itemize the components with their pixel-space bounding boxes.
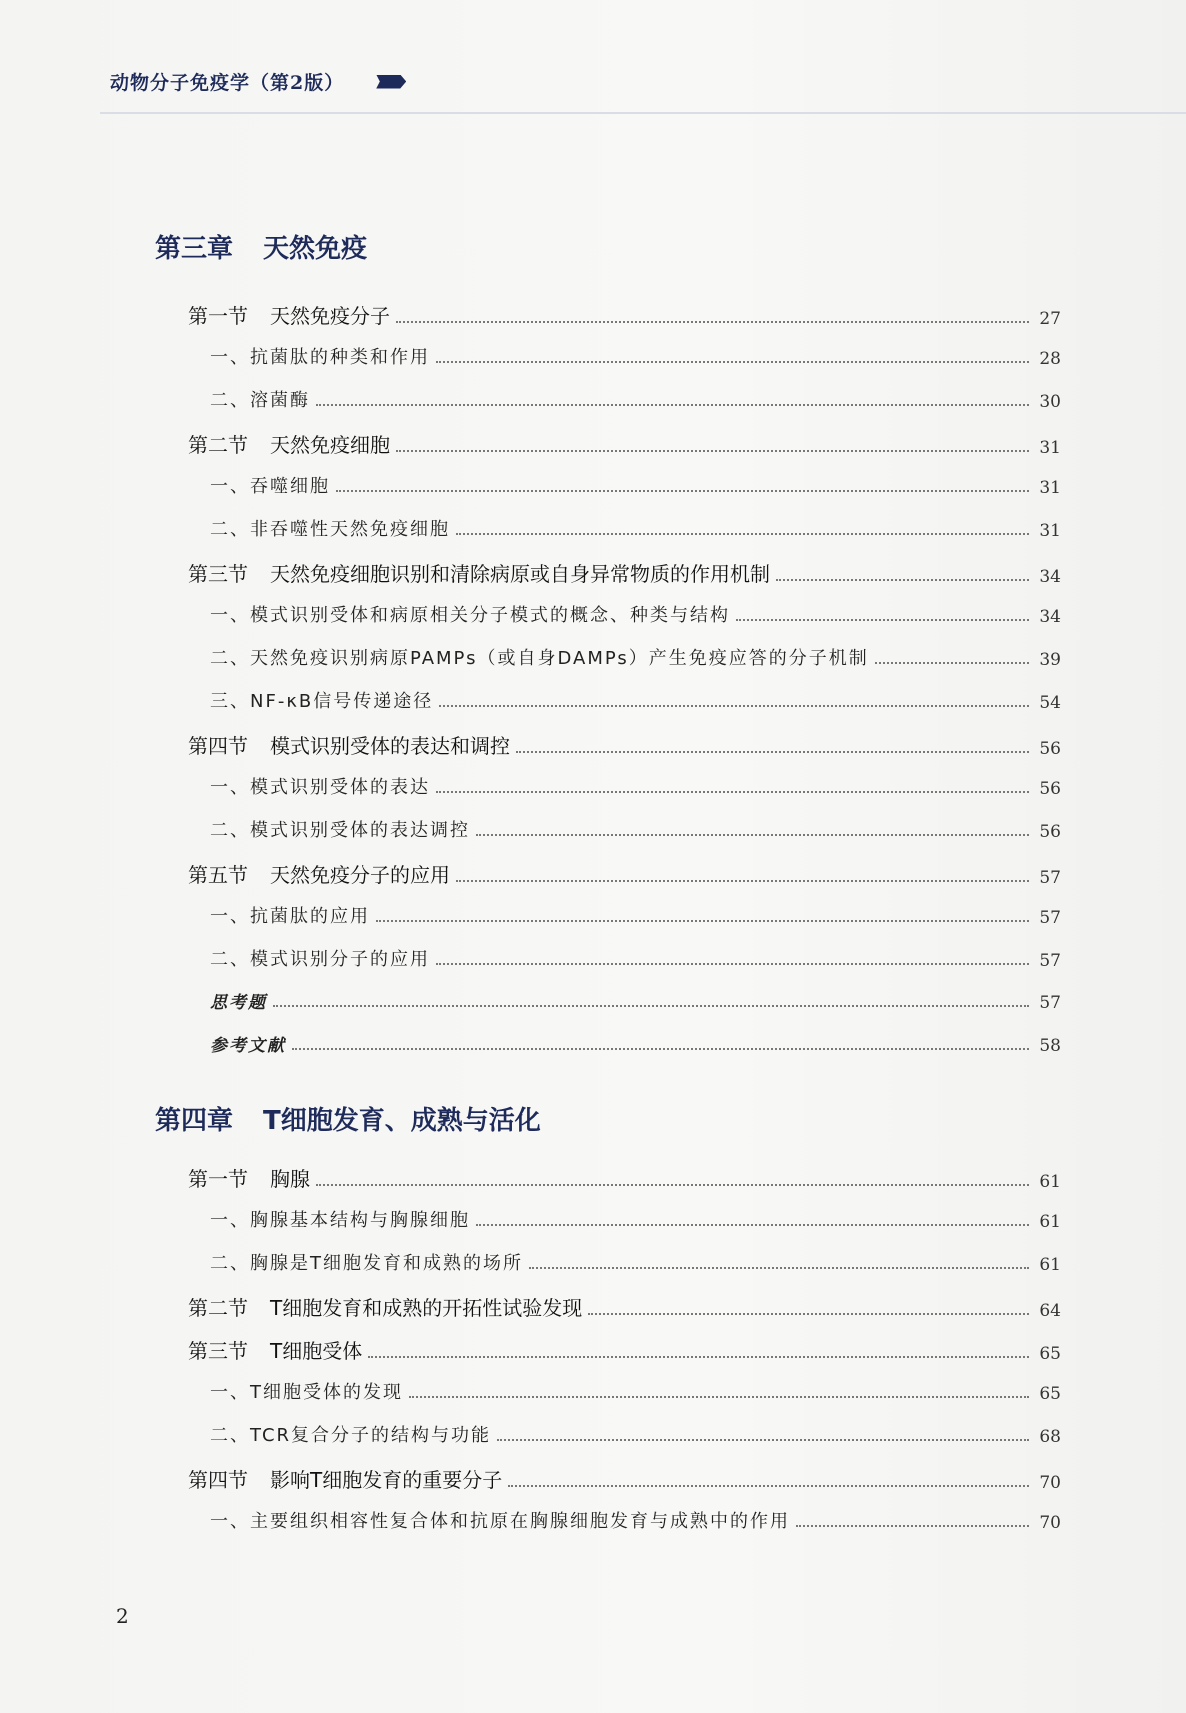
- entry-title: 模式识别受体的表达和调控: [270, 734, 510, 758]
- entry-title: 二、天然免疫识别病原PAMPs（或自身DAMPs）产生免疫应答的分子机制: [210, 648, 869, 669]
- entry-label: [210, 601, 730, 627]
- entry-page-number: 56: [1039, 822, 1061, 842]
- entry-title: 一、吞噬细胞: [210, 476, 330, 497]
- dot-leader: [736, 619, 1029, 621]
- entry-title: 一、抗菌肽的应用: [210, 906, 370, 927]
- toc-section-entry[interactable]: [188, 1292, 1061, 1321]
- toc-subsection-entry[interactable]: [210, 1249, 1061, 1275]
- entry-page-number: 57: [1039, 908, 1061, 928]
- entry-page-number: 65: [1039, 1384, 1061, 1404]
- dot-leader: [396, 450, 1029, 452]
- entry-title: 天然免疫分子: [270, 304, 390, 328]
- entry-title: 一、主要组织相容性复合体和抗原在胸腺细胞发育与成熟中的作用: [210, 1511, 790, 1532]
- entry-label: [210, 1031, 286, 1056]
- section-number: 第三节: [188, 562, 248, 586]
- entry-title: 二、溶菌酶: [210, 390, 310, 411]
- toc-subsection-entry[interactable]: [210, 945, 1061, 971]
- entry-title: 二、模式识别受体的表达调控: [210, 820, 470, 841]
- toc-section-entry[interactable]: [188, 429, 1061, 458]
- toc-extra-entry[interactable]: [210, 1031, 1061, 1056]
- entry-label: [188, 1163, 310, 1192]
- entry-page-number: 27: [1039, 309, 1061, 329]
- entry-title: 一、胸腺基本结构与胸腺细胞: [210, 1210, 470, 1231]
- entry-label: [210, 1507, 790, 1533]
- toc-section-entry[interactable]: [188, 730, 1061, 759]
- dot-leader: [476, 1224, 1029, 1226]
- toc-section-entry[interactable]: [188, 1335, 1061, 1364]
- entry-label: [210, 988, 267, 1013]
- entry-page-number: 64: [1039, 1301, 1061, 1321]
- toc-section-entry[interactable]: [188, 300, 1061, 329]
- entry-label: [188, 859, 450, 888]
- chapter-heading[interactable]: [155, 1100, 541, 1137]
- entry-page-number: 57: [1039, 951, 1061, 971]
- dot-leader: [336, 490, 1029, 492]
- dot-leader: [436, 963, 1029, 965]
- dot-leader: [508, 1485, 1029, 1487]
- entry-title: 一、模式识别受体和病原相关分子模式的概念、种类与结构: [210, 605, 730, 626]
- toc-section-entry[interactable]: [188, 558, 1061, 587]
- dot-leader: [316, 1184, 1029, 1186]
- dot-leader: [875, 662, 1029, 664]
- entry-page-number: 70: [1039, 1473, 1061, 1493]
- entry-page-number: 31: [1039, 478, 1061, 498]
- page-number: 2: [116, 1604, 129, 1628]
- dot-leader: [368, 1356, 1029, 1358]
- entry-page-number: 65: [1039, 1344, 1061, 1364]
- dot-leader: [436, 361, 1029, 363]
- entry-page-number: 57: [1039, 868, 1061, 888]
- section-number: 第四节: [188, 734, 248, 758]
- entry-label: [210, 515, 450, 541]
- chapter-title: 天然免疫: [263, 234, 368, 264]
- toc-section-entry[interactable]: [188, 1163, 1061, 1192]
- entry-page-number: 58: [1039, 1036, 1061, 1056]
- chapter-number: 第四章: [155, 1106, 234, 1136]
- dot-leader: [436, 791, 1029, 793]
- chapter-heading[interactable]: [155, 228, 367, 265]
- dot-leader: [273, 1005, 1029, 1007]
- section-number: 第三节: [188, 1339, 248, 1363]
- dot-leader: [396, 321, 1029, 323]
- entry-label: [210, 773, 430, 799]
- dot-leader: [439, 705, 1029, 707]
- entry-label: [210, 687, 433, 713]
- dot-leader: [456, 533, 1029, 535]
- toc-section-entry[interactable]: [188, 1464, 1061, 1493]
- toc-subsection-entry[interactable]: [210, 902, 1061, 928]
- entry-title: 一、抗菌肽的种类和作用: [210, 347, 430, 368]
- toc-section-entry[interactable]: [188, 859, 1061, 888]
- entry-label: [210, 816, 470, 842]
- toc-subsection-entry[interactable]: [210, 386, 1061, 412]
- entry-label: [210, 644, 869, 670]
- entry-label: [210, 386, 310, 412]
- toc-subsection-entry[interactable]: [210, 1421, 1061, 1447]
- toc-subsection-entry[interactable]: [210, 687, 1061, 713]
- dot-leader: [316, 404, 1029, 406]
- entry-title: 胸腺: [270, 1167, 310, 1191]
- toc-subsection-entry[interactable]: [210, 1378, 1061, 1404]
- entry-page-number: 31: [1039, 438, 1061, 458]
- entry-page-number: 56: [1039, 739, 1061, 759]
- dot-leader: [376, 920, 1029, 922]
- entry-title: 天然免疫分子的应用: [270, 863, 450, 887]
- toc-subsection-entry[interactable]: [210, 1206, 1061, 1232]
- toc-subsection-entry[interactable]: [210, 1507, 1061, 1533]
- entry-title: 一、模式识别受体的表达: [210, 777, 430, 798]
- toc-subsection-entry[interactable]: [210, 601, 1061, 627]
- entry-page-number: 61: [1039, 1172, 1061, 1192]
- chapter-title: T细胞发育、成熟与活化: [263, 1106, 541, 1136]
- entry-title: 一、T细胞受体的发现: [210, 1382, 403, 1403]
- entry-label: [210, 472, 330, 498]
- dot-leader: [776, 579, 1029, 581]
- entry-page-number: 68: [1039, 1427, 1061, 1447]
- entry-page-number: 34: [1039, 567, 1061, 587]
- section-number: 第二节: [188, 1296, 248, 1320]
- dot-leader: [796, 1525, 1029, 1527]
- entry-label: [210, 343, 430, 369]
- toc-subsection-entry[interactable]: [210, 343, 1061, 369]
- entry-page-number: 57: [1039, 993, 1061, 1013]
- section-number: 第二节: [188, 433, 248, 457]
- entry-label: [188, 429, 390, 458]
- entry-title: 天然免疫细胞识别和清除病原或自身异常物质的作用机制: [270, 562, 770, 586]
- entry-page-number: 30: [1039, 392, 1061, 412]
- entry-label: [188, 1292, 582, 1321]
- running-header: [110, 68, 406, 95]
- entry-page-number: 70: [1039, 1513, 1061, 1533]
- dot-leader: [529, 1267, 1029, 1269]
- entry-title: 参考文献: [210, 1036, 286, 1056]
- entry-label: [188, 558, 770, 587]
- entry-page-number: 34: [1039, 607, 1061, 627]
- header-divider: [100, 112, 1186, 114]
- entry-title: 二、TCR复合分子的结构与功能: [210, 1425, 492, 1446]
- entry-page-number: 39: [1039, 650, 1061, 670]
- entry-label: [210, 902, 370, 928]
- entry-label: [210, 1206, 470, 1232]
- entry-page-number: 31: [1039, 521, 1061, 541]
- toc-subsection-entry[interactable]: [210, 515, 1061, 541]
- section-number: 第四节: [188, 1468, 248, 1492]
- toc-subsection-entry[interactable]: [210, 773, 1061, 799]
- entry-page-number: 61: [1039, 1212, 1061, 1232]
- toc-extra-entry[interactable]: [210, 988, 1061, 1013]
- entry-title: 二、非吞噬性天然免疫细胞: [210, 519, 450, 540]
- entry-label: [188, 1464, 502, 1493]
- entry-label: [188, 1335, 362, 1364]
- entry-title: 二、模式识别分子的应用: [210, 949, 430, 970]
- entry-page-number: 54: [1039, 693, 1061, 713]
- arrow-icon: [376, 75, 406, 89]
- entry-label: [188, 730, 510, 759]
- entry-page-number: 56: [1039, 779, 1061, 799]
- dot-leader: [476, 834, 1029, 836]
- entry-title: T细胞受体: [270, 1339, 363, 1363]
- section-number: 第五节: [188, 863, 248, 887]
- entry-page-number: 61: [1039, 1255, 1061, 1275]
- toc-subsection-entry[interactable]: [210, 816, 1061, 842]
- entry-title: 二、胸腺是T细胞发育和成熟的场所: [210, 1253, 523, 1274]
- toc-subsection-entry[interactable]: [210, 472, 1061, 498]
- book-title: 动物分子免疫学（第2版）: [110, 72, 345, 94]
- dot-leader: [516, 751, 1029, 753]
- entry-title: 三、NF-κB信号传递途径: [210, 691, 434, 712]
- entry-page-number: 28: [1039, 349, 1061, 369]
- entry-title: 天然免疫细胞: [270, 433, 390, 457]
- dot-leader: [292, 1048, 1029, 1050]
- toc-subsection-entry[interactable]: [210, 644, 1061, 670]
- entry-label: [210, 1249, 523, 1275]
- entry-label: [210, 1421, 491, 1447]
- entry-label: [210, 1378, 403, 1404]
- entry-title: T细胞发育和成熟的开拓性试验发现: [270, 1296, 583, 1320]
- section-number: 第一节: [188, 304, 248, 328]
- dot-leader: [588, 1313, 1029, 1315]
- dot-leader: [497, 1439, 1029, 1441]
- entry-label: [188, 300, 390, 329]
- entry-label: [210, 945, 430, 971]
- section-number: 第一节: [188, 1167, 248, 1191]
- dot-leader: [409, 1396, 1029, 1398]
- entry-title: 影响T细胞发育的重要分子: [270, 1468, 503, 1492]
- entry-title: 思考题: [210, 993, 267, 1013]
- dot-leader: [456, 880, 1029, 882]
- chapter-number: 第三章: [155, 234, 234, 264]
